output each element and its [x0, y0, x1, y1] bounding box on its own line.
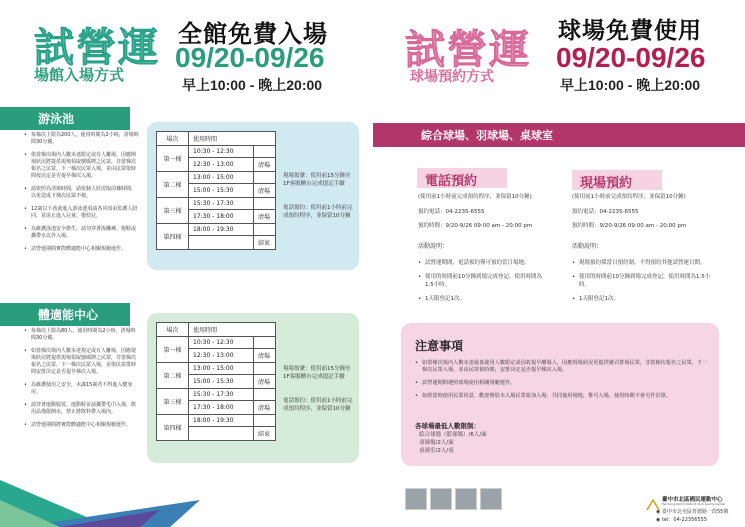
org-name: 臺中市北區國民運動中心 [662, 497, 723, 503]
session-cell: 第二梯 [157, 363, 189, 389]
status-cell [254, 389, 276, 401]
time-cell: 10:30 - 12:30 [189, 337, 254, 349]
limit-item: 綜合球場（籃球場）/6人/面 [419, 432, 487, 438]
session-cell: 第四梯 [157, 224, 189, 250]
table-row [157, 389, 276, 401]
session-cell: 第三梯 [157, 389, 189, 415]
left-title: 試營運 [34, 24, 160, 71]
list-item: • 現場預約採當日預約制，不得預約其他試營運日期。 [572, 259, 712, 267]
footer-address [656, 508, 728, 515]
phone-time: 預約時間：9/20-9/26 09:00 am - 20:00 pm [418, 223, 533, 229]
photo-thumbnail [455, 488, 477, 510]
list-item: • 試營運期間，電話預約僅可預約當日場地。 [418, 259, 548, 267]
location-icon: ◉ [656, 509, 661, 515]
list-item: • 1天限登記1次。 [572, 295, 712, 303]
session-cell: 第二梯 [157, 172, 189, 198]
status-cell [254, 224, 276, 236]
time-cell [189, 236, 254, 250]
list-item: • 如當梯次場內人數未達規定或有人離場，因應現場狀況將提供現場領取號碼牌之民眾，非當梯次報名之民眾，下一梯次民眾入場，並依民眾排時間安排決定是否提早梯次入場。 [24, 348, 139, 376]
decorative-shapes [0, 440, 200, 527]
list-item: • 如經當時使用民眾同意，歡迎開放未入場民眾報加入場，共同使用場地，惟可入場，使用時間不會另作計算。 [415, 393, 710, 400]
left-headline: 全館免費入場 [178, 20, 328, 48]
time-cell: 13:00 - 15:00 [189, 172, 254, 184]
list-item: • 試營運期間實際體適能中心相關規範運作。 [24, 246, 139, 253]
time-cell: 12:30 - 13:00 [189, 158, 254, 172]
time-cell: 17:30 - 18:00 [189, 210, 254, 224]
phone-note: 電話預約：使用前1小時前完成預約程序，並保留10分鐘 [283, 398, 353, 412]
table-header: 場次 [157, 132, 189, 146]
onsite-rules [572, 259, 712, 309]
table-row [157, 198, 276, 210]
onsite-time: 預約時間：9/20-9/26 09:00 am - 20:00 pm [572, 223, 687, 229]
table-row [157, 363, 276, 375]
gym-bullets [24, 328, 139, 435]
courts-banner [373, 123, 745, 147]
right-headline: 球場免費使用 [558, 18, 702, 44]
status-cell: 結束 [254, 427, 276, 441]
limit-item: 桌球室/2人/桌 [419, 448, 454, 454]
onsite-desc: (使用前1小時前完成預約程序，並保留10分鐘) [572, 194, 686, 200]
pool-section-bar [0, 107, 130, 130]
list-item: • 試營運期間將實際體適能中心相關規範運作。 [24, 422, 139, 429]
pool-schedule-panel [147, 122, 359, 270]
list-item: • 1天限登記1次。 [418, 295, 548, 303]
time-cell: 15:30 - 17:30 [189, 198, 254, 210]
list-item: • 請穿著運動服裝，運動鞋並請攜帶毛巾入場，飲用品僅限開水，禁止將飲料帶入場內。 [24, 402, 139, 416]
left-hours: 早上10:00 - 晚上20:00 [182, 77, 323, 93]
time-cell: 15:30 - 17:30 [189, 389, 254, 401]
gym-section-bar [0, 303, 130, 326]
status-cell: 清場 [254, 210, 276, 224]
onsite-note: 現場領號：使用前15分鐘至1F客服櫃台完成提記手續 [283, 366, 351, 380]
onsite-tel: 預約電話：04-2235-6555 [572, 209, 639, 215]
right-title: 試營運 [405, 26, 531, 73]
status-cell [254, 198, 276, 210]
time-cell: 17:30 - 18:00 [189, 401, 254, 415]
address-text: 臺中市北屯區育德路一段55號 [661, 509, 729, 515]
table-row [157, 224, 276, 236]
list-item: • 每梯次上限為80人，使用時間為2小時，清場時間30分鐘。 [24, 328, 139, 342]
session-cell: 第四梯 [157, 415, 189, 441]
status-cell [254, 363, 276, 375]
notice-items [415, 360, 710, 406]
photo-thumbnail [430, 488, 452, 510]
list-item: • 試營運期間遵照球場使用相關規範運作。 [415, 380, 710, 387]
pool-bullets [24, 132, 139, 259]
phone-tel: 預約電話：04-2235-6555 [418, 209, 485, 215]
table-header: 使用時間 [189, 323, 276, 337]
phone-desc: (使用前1小時前完成預約程序，並保留10分鐘) [418, 194, 532, 200]
org-logo [646, 496, 660, 508]
onsite-booking-title: 現場預約 [580, 176, 633, 191]
onsite-rules-title: 活動說明： [572, 243, 603, 250]
list-item: • 請依照為清場時間，請依個人狀況取前賽時間，以免造成下梯次民眾不便。 [24, 186, 139, 200]
time-cell: 10:30 - 12:30 [189, 146, 254, 158]
limit-item: 羽球場/2人/面 [419, 440, 454, 446]
time-cell: 15:00 - 15:30 [189, 184, 254, 198]
status-cell [254, 415, 276, 427]
list-item: • 12歲以下孩童進入游泳池須請各同須由監護人陪同，並需止進入兒童、嬰幼兒。 [24, 206, 139, 220]
phone-note: 電話預約：使用前1小時前完成預約程序，並保留10分鐘 [283, 205, 353, 219]
status-cell [254, 337, 276, 349]
table-row [157, 415, 276, 427]
right-subtitle: 球場預約方式 [410, 69, 494, 85]
time-cell: 13:00 - 15:00 [189, 363, 254, 375]
notice-panel [401, 323, 719, 466]
pool-schedule-table [156, 131, 276, 250]
onsite-booking-heading [572, 170, 662, 190]
time-cell: 15:00 - 15:30 [189, 375, 254, 389]
notice-title: 注意事項 [415, 339, 464, 353]
phone-icon: ◉ [656, 517, 661, 523]
phone-rules-title: 活動說明： [418, 243, 449, 250]
tel-text: tel：04-22356555 [661, 517, 708, 523]
table-row [157, 146, 276, 158]
onsite-note: 現場領號：使用前15分鐘至1F客服櫃台完成提記手續 [283, 173, 351, 187]
status-cell: 清場 [254, 158, 276, 172]
footer-tel [656, 516, 707, 523]
status-cell: 結束 [254, 236, 276, 250]
list-item: • 依當梯次場內人數未達限定或有人離場，因應開場狀況將提供現場領取號碼牌之民眾，非當梯次報名之民眾，下一梯次民眾入場，並由民眾依時間按決定是否提早梯次入場。 [24, 152, 139, 180]
time-cell: 18:00 - 19:30 [189, 224, 254, 236]
session-cell: 第一梯 [157, 337, 189, 363]
status-cell: 清場 [254, 401, 276, 415]
right-dates: 09/20-09/26 [556, 42, 706, 73]
photo-thumbnail [405, 488, 427, 510]
org-name-en: Taichung North District Civil Sports Center [662, 502, 726, 506]
session-cell: 第一梯 [157, 146, 189, 172]
table-row [157, 337, 276, 349]
status-cell: 清場 [254, 349, 276, 363]
list-item: • 使用的時間前10分鐘到場完成登記，使用時間為1.5小時。 [418, 273, 548, 289]
left-subtitle: 場館入場方式 [34, 66, 125, 84]
table-row [157, 172, 276, 184]
time-cell: 12:30 - 13:00 [189, 349, 254, 363]
gym-schedule-table [156, 322, 276, 441]
list-item: • 每梯次上限為200人，使用時間為2小時，清場時間30分鐘。 [24, 132, 139, 146]
table-header: 使用時間 [189, 132, 276, 146]
phone-booking-title: 電話預約 [425, 174, 478, 189]
phone-booking-heading [417, 168, 507, 188]
list-item: • 如當梯次場內人數未達最低使用人數限定或因故提早離場人，因應現場狀況更提供號召排場民眾，非當梯次報名之民眾，下一梯次民眾入場，並由民眾依時間，安排決定是否提早梯次入場。 [415, 360, 710, 374]
gym-label: 體適能中心 [38, 308, 99, 322]
status-cell [254, 146, 276, 158]
limit-title: 各球場最低人數限制： [415, 422, 480, 430]
courts-banner-label: 綜合球場、羽球場、桌球室 [421, 129, 553, 142]
left-dates: 09/20-09/26 [175, 42, 325, 73]
list-item: • 為維護泳池安全衛生，請勿穿著海灘褲、拖鞋或攜帶水以外入場。 [24, 226, 139, 240]
table-header: 場次 [157, 323, 189, 337]
pool-label: 游泳池 [38, 112, 75, 126]
list-item: • 使用的時間前10分鐘到場完成登記，使用時間為1.5小時。 [572, 273, 712, 289]
photo-thumbnail [480, 488, 502, 510]
status-cell [254, 172, 276, 184]
footer-photos [405, 488, 502, 510]
phone-rules [418, 259, 548, 309]
session-cell: 第三梯 [157, 198, 189, 224]
list-item: • 為維護使用之安全，未滿15歲者不得進入健身房。 [24, 382, 139, 396]
status-cell: 清場 [254, 184, 276, 198]
right-hours: 早上10:00 - 晚上20:00 [560, 77, 701, 93]
time-cell [189, 427, 254, 441]
time-cell: 18:00 - 19:30 [189, 415, 254, 427]
status-cell: 清場 [254, 375, 276, 389]
